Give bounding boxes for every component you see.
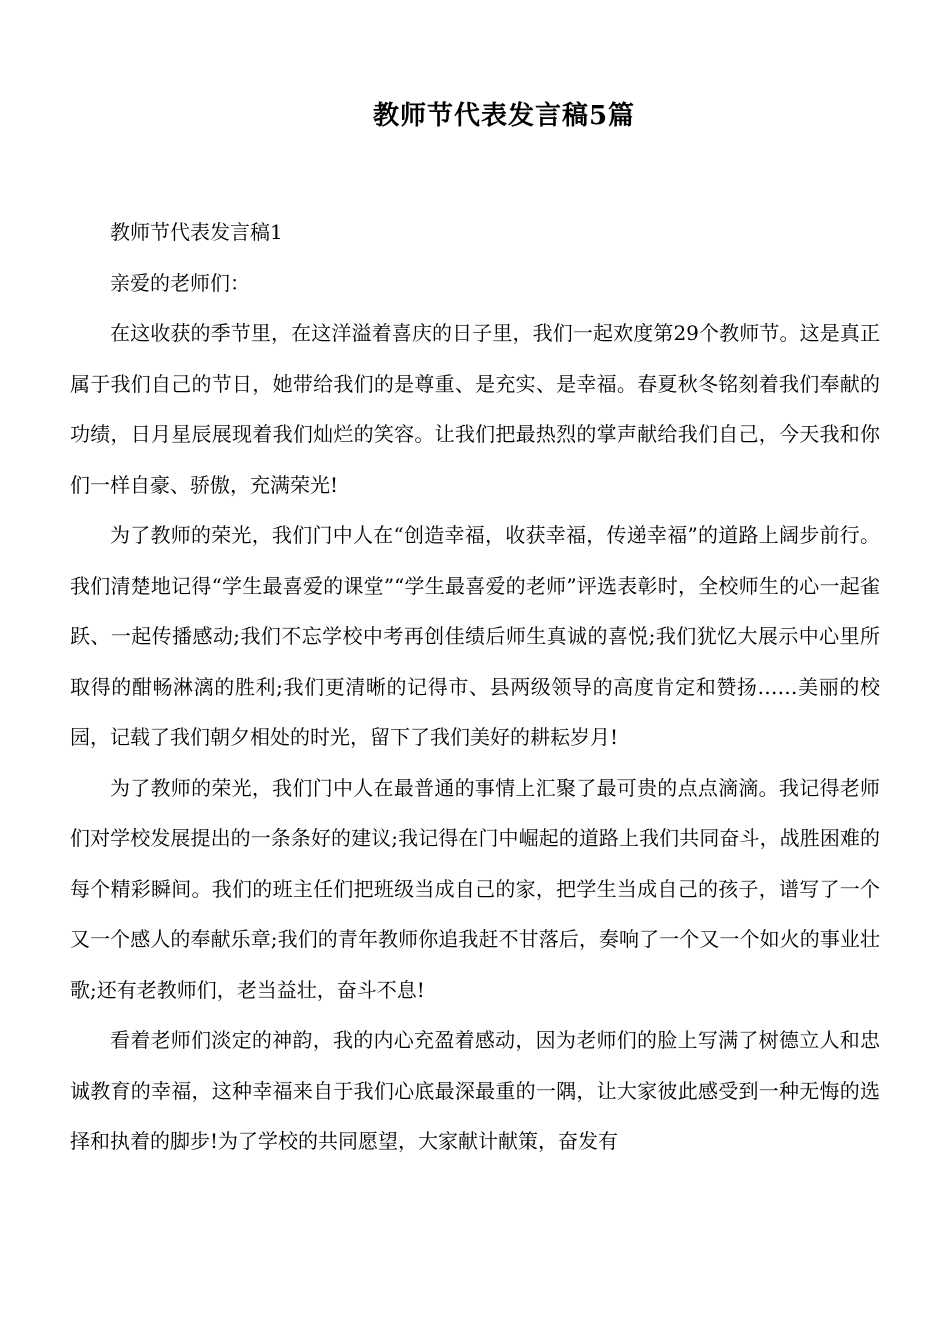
document-title: 教师节代表发言稿5篇 bbox=[372, 101, 636, 131]
paragraph: 在这收获的季节里，在这洋溢着喜庆的日子里，我们一起欢度第29个教师节。这是真正属于我们自己的节日，她带给我们的是尊重、是充实、是幸福。春夏秋冬铭刻着我们奉献的功绩，日月星辰展现着我们灿烂的笑容。让我们把最热烈的掌声献给我们自己，今天我和你们一样自豪、骄傲，充满荣光! bbox=[70, 321, 880, 497]
salutation: 亲爱的老师们： bbox=[110, 270, 250, 295]
section-heading: 教师节代表发言稿1 bbox=[110, 220, 283, 244]
paragraph: 看着老师们淡定的神韵，我的内心充盈着感动，因为老师们的脸上写满了树德立人和忠诚教育的幸福，这种幸福来自于我们心底最深最重的一隅，让大家彼此感受到一种无悔的选择和执着的脚步!为了学校的共同愿望，大家献计献策，奋发有 bbox=[70, 1028, 880, 1153]
paragraph: 为了教师的荣光，我们门中人在最普通的事情上汇聚了最可贵的点点滴滴。我记得老师们对学校发展提出的一条条好的建议;我记得在门中崛起的道路上我们共同奋斗，战胜困难的每个精彩瞬间。我们的班主任们把班级当成自己的家，把学生当成自己的孩子，谱写了一个又一个感人的奉献乐章;我们的青年教师你追我赶不甘落后，奏响了一个又一个如火的事业壮歌;还有老教师们，老当益壮，奋斗不息! bbox=[70, 775, 880, 1002]
paragraph: 为了教师的荣光，我们门中人在“创造幸福，收获幸福，传递幸福”的道路上阔步前行。我们清楚地记得“学生最喜爱的课堂”“学生最喜爱的老师”评选表彰时，全校师生的心一起雀跃、一起传播感动;我们不忘学校中考再创佳绩后师生真诚的喜悦;我们犹忆大展示中心里所取得的酣畅淋漓的胜利;我们更清晰的记得市、县两级领导的高度肯定和赞扬……美丽的校园，记载了我们朝夕相处的时光，留下了我们美好的耕耘岁月! bbox=[70, 523, 880, 749]
document-body bbox=[70, 207, 880, 1167]
